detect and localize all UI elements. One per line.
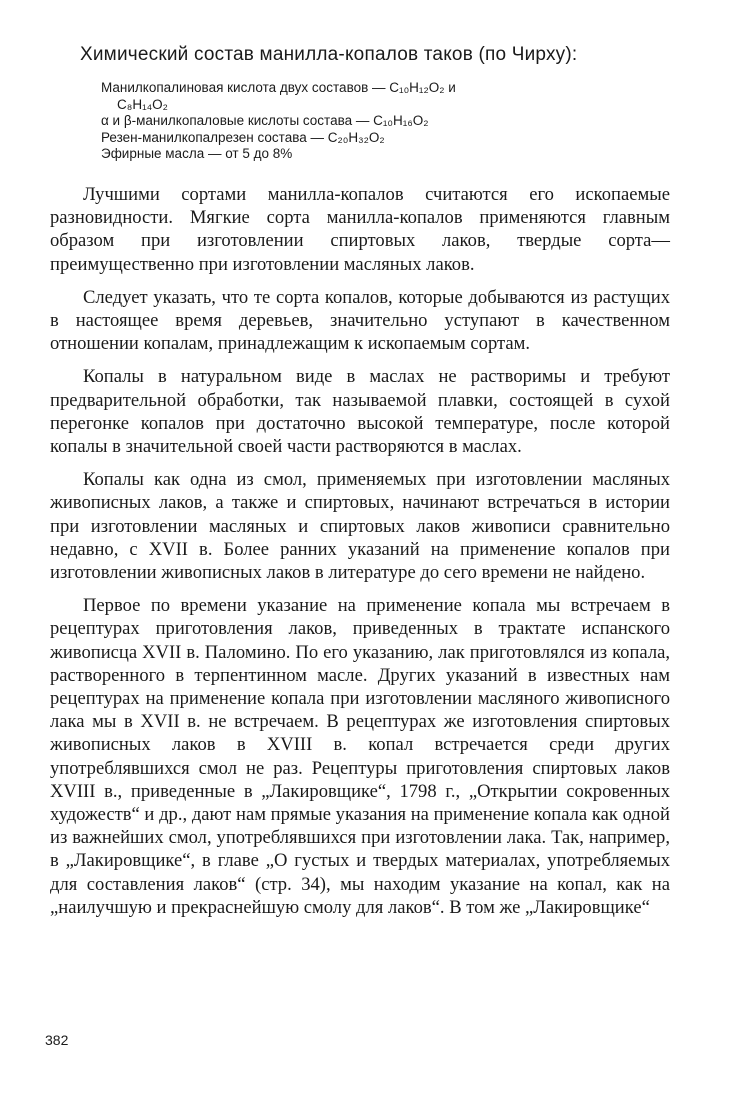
- composition-line: C₈H₁₄O₂: [117, 96, 168, 112]
- composition-line: α и β-манилкопаловые кислоты состава — C₁₀H₁₆O₂: [101, 113, 429, 129]
- paragraph: Копалы как одна из смол, применяемых при изготовлении масляных живописных лаков, а также и спиртовых, начинают встречаться в истории при изготовлении масляных и спиртовых лаков живописи сравнительно недавно, с XVII в. Более ранних указаний на применение копалов при изготовлении живописных лаков в литературе до сего времени не найдено.: [50, 469, 670, 584]
- composition-list: [101, 80, 670, 163]
- paragraph: Следует указать, что те сорта копалов, которые добываются из растущих в настоящее время деревьев, значительно уступают в качественном отношении копалам, принадлежащим к ископаемым сортам.: [50, 286, 670, 355]
- page-number: 382: [45, 1032, 69, 1048]
- section-heading: Химический состав манилла-копалов таков (по Чирху):: [80, 44, 578, 65]
- composition-line: Эфирные масла — от 5 до 8%: [101, 146, 293, 162]
- composition-line: Резен-манилкопалрезен состава — C₂₀H₃₂O₂: [101, 129, 385, 145]
- body-text: [50, 183, 670, 919]
- paragraph: Копалы в натуральном виде в маслах не растворимы и требуют предварительной обработки, так называемой плавки, состоящей в сухой перегонке копалов при достаточно высокой температуре, после которой копалы в значительной своей части растворяются в маслах.: [50, 366, 670, 457]
- page-content: [50, 40, 670, 929]
- composition-line: Манилкопалиновая кислота двух составов — C₁₀H₁₂O₂ и: [101, 80, 456, 95]
- paragraph: Первое по времени указание на применение копала мы встречаем в рецептурах приготовления лаков, приведенных в трактате испанского живописца XVII в. Паломино. По его указанию, лак приготовлялся из копала, растворенного в терпентинном масле. Других указаний в известных нам рецептурах на применение копала при изготовлении масляного живописного лака мы в XVII в. не встречаем. В рецептурах же изготовления спиртовых живописных лаков в XVIII в. копал встречается среди других употреблявшихся смол не раз. Рецептуры приготовления спиртовых лаков XVIII в., приведенные в „Лакировщике“, 1798 г., „Открытии сокровенных художеств“ и др., дают нам прямые указания на применение копала как одной из важнейших смол, употреблявшихся при изготовлении лака. Так, например, в „Лакировщике“, в главе „О густых и твердых материалах, употребляемых для составления лаков“ (стр. 34), мы находим указание на копал, как на „наилучшую и прекраснейшую смолу для лаков“. В том же „Лакировщике“: [50, 595, 670, 918]
- paragraph: Лучшими сортами манилла-копалов считаются его ископаемые разновидности. Мягкие сорта манилла-копалов применяются главным образом при изготовлении спиртовых лаков, твердые сорта—преимущественно при изготовлении масляных лаков.: [50, 183, 670, 275]
